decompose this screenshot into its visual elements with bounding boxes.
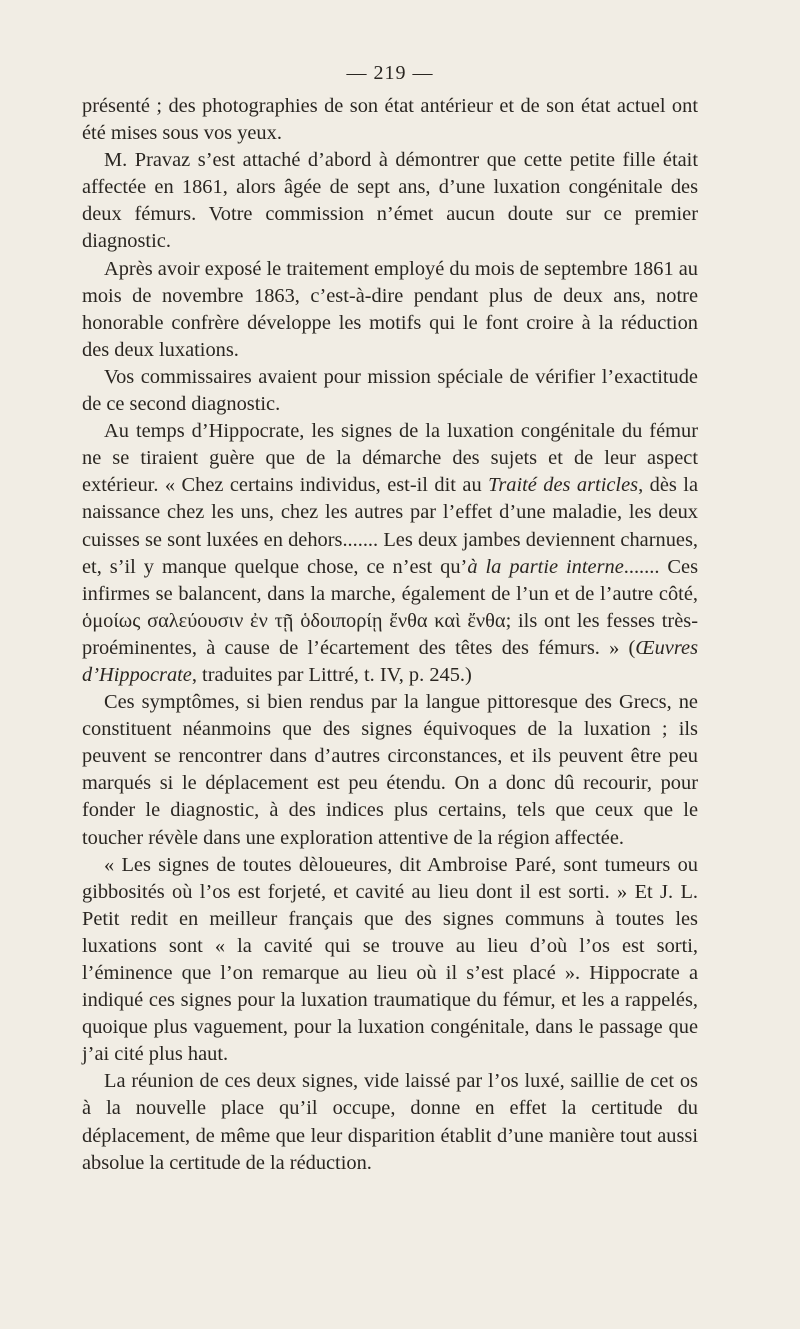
paragraph	[82, 418, 698, 689]
text-run: , dès la naissance chez les uns, chez les autres par l’effet d’une maladie, les deux cuisses se sont luxées en dehors....... Les deux jambes deviennent charnues, et, s’il y manque quelque chose, ce n’est qu’	[82, 474, 698, 578]
text-run: Après avoir exposé le traitement employé du mois de septembre 1861 au mois de novembre 1863, c’est-à-dire pendant plus de deux ans, notre honorable confrère développe les motifs qui le font croire à la réduction des deux luxations.	[82, 257, 698, 361]
paragraph	[82, 364, 698, 418]
italic-title: Œuvres d’Hippocrate	[82, 636, 698, 686]
text-run: Ces symptômes, si bien rendus par la langue pittoresque des Grecs, ne constituent néanmoins que des signes équivoques de la luxation ; ils peuvent se rencontrer dans d’autres circonstances, et ils peuvent être peu marqués si le déplacement est peu étendu. On a donc dû recourir, pour fonder le diagnostic, à des indices plus certains, tels que ceux que le toucher révèle dans une exploration attentive de la région affectée.	[82, 691, 698, 849]
text-run: Vos commissaires avaient pour mission spéciale de vérifier l’exactitude de ce second diagnostic.	[82, 365, 698, 416]
paragraph	[82, 93, 698, 147]
text-run: Au temps d’Hippocrate, les signes de la luxation congénitale du fémur ne se tiraient guère que de la démarche des sujets et de leur aspect extérieur. « Chez certains individus, est-il dit au	[82, 420, 698, 497]
paragraph	[82, 256, 698, 364]
text-run: , traduites par Littré, t. IV, p. 245.)	[191, 663, 472, 686]
paragraph	[82, 852, 698, 1069]
paragraph	[82, 689, 698, 852]
body-text	[82, 93, 698, 1177]
text-run: La réunion de ces deux signes, vide laissé par l’os luxé, saillie de cet os à la nouvelle place qu’il occupe, donne en effet la certitude du déplacement, de même que leur disparition établit d’une manière tout aussi absolue la certitude de la réduction.	[82, 1070, 698, 1174]
italic-title: à la partie interne	[467, 555, 624, 578]
text-run: présenté ; des photographies de son état antérieur et de son état actuel ont été mises sous vos yeux.	[82, 95, 698, 145]
page-number: — 219 —	[346, 62, 434, 84]
paragraph	[82, 147, 698, 255]
text-run: « Les signes de toutes dèloueures, dit Ambroise Paré, sont tumeurs ou gibbosités où l’os est forjeté, et cavité au lieu dont il est sorti. » Et J. L. Petit redit en meilleur français que des signes communs à toutes les luxations sont « la cavité qui se trouve au lieu d’où l’os est sorti, l’éminence que l’on remarque au lieu où il s’est placé ». Hippocrate a indiqué ces signes pour la luxation traumatique du fémur, et les a rappelés, quoique plus vaguement, pour la luxation congénitale, dans le passage que j’ai cité plus haut.	[82, 853, 698, 1066]
paragraph	[82, 1068, 698, 1176]
text-run: ....... Ces infirmes se balancent, dans la marche, également de l’un et de l’autre côté, ὁμοίως σαλεύουσιν ἐν τῇ ὁδοιπορίῃ ἔνθα καὶ ἔνθα; ils ont les fesses très-proéminentes, à cause de l’écartement des têtes des fémurs. » (	[82, 555, 699, 659]
italic-title: Traité des articles	[488, 474, 639, 497]
text-run: M. Pravaz s’est attaché d’abord à démontrer que cette petite fille était affectée en 1861, alors âgée de sept ans, d’une luxation congénitale des deux fémurs. Votre commission n’émet aucun doute sur ce premier diagnostic.	[82, 149, 698, 253]
